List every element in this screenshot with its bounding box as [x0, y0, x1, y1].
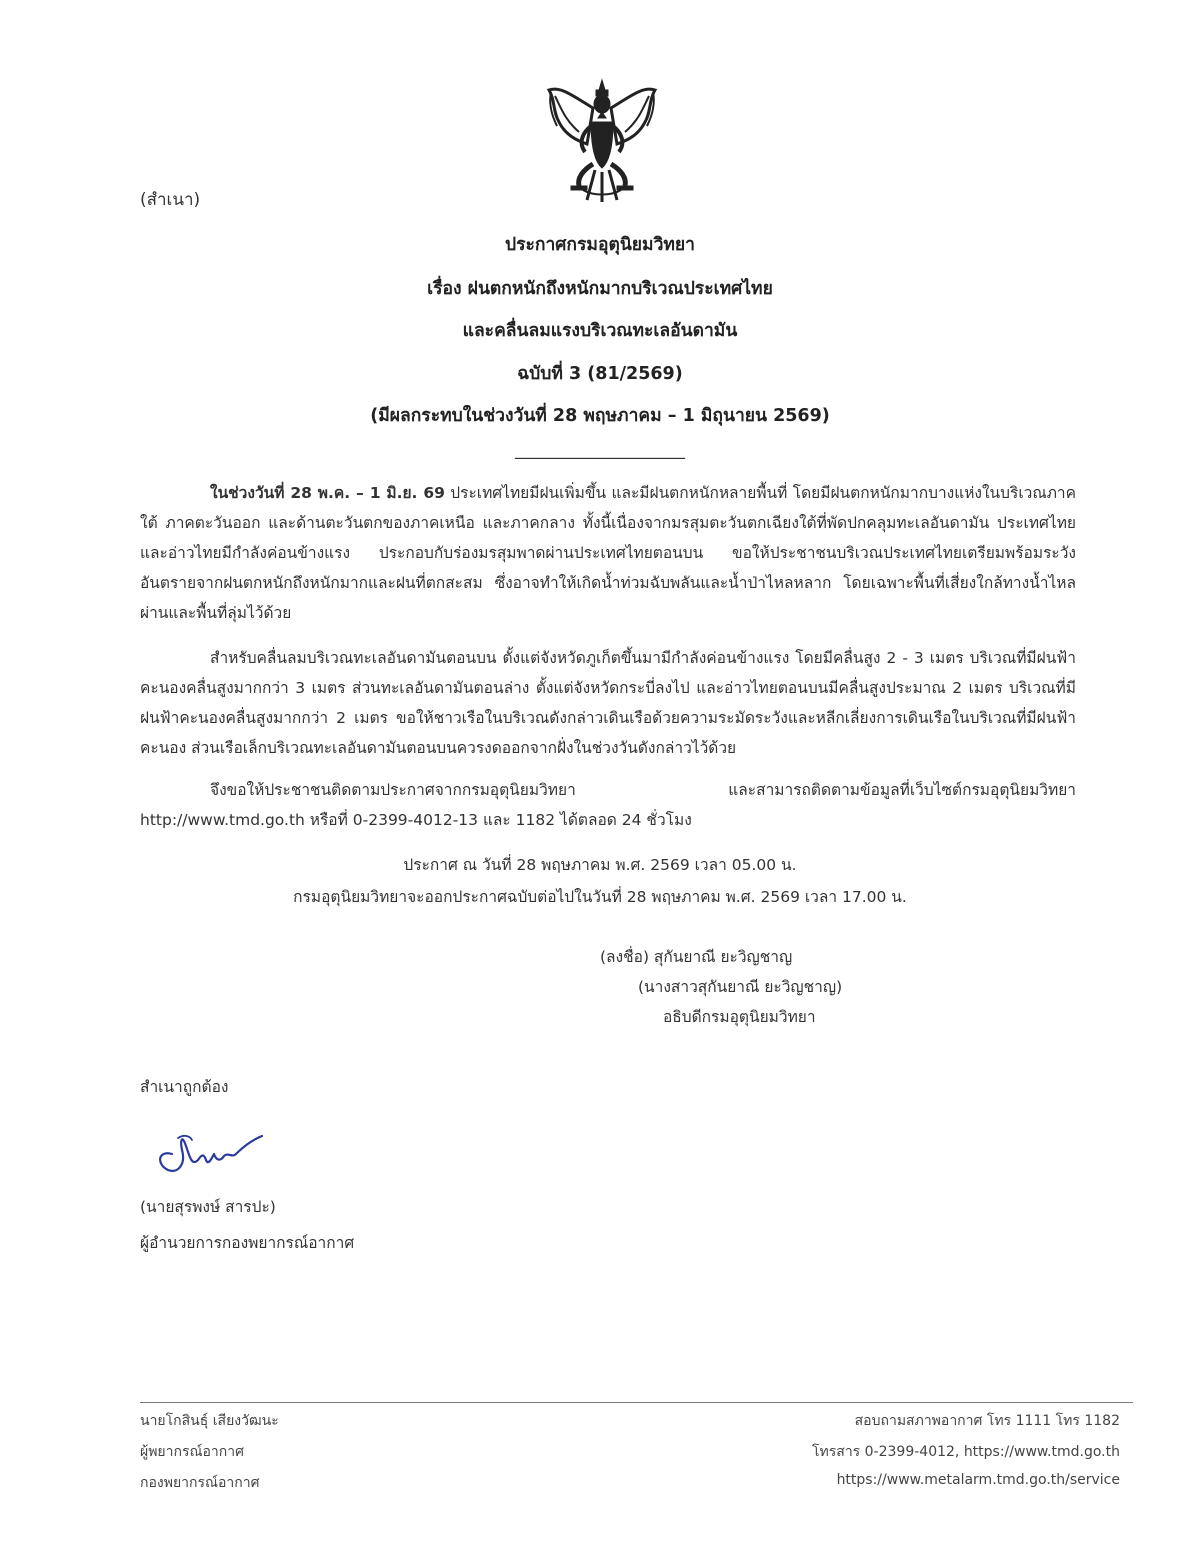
document-subject: เรื่อง ฝนตกหนักถึงหนักมากบริเวณประเทศไทย: [427, 279, 773, 299]
copy-mark: (สำเนา): [140, 190, 201, 210]
title-separator: ____________________: [515, 440, 685, 460]
footer-forecaster-title: ผู้พยากรณ์อากาศ: [140, 1444, 244, 1460]
paragraph-rain-text: ประเทศไทยมีฝนเพิ่มขึ้น และมีฝนตกหนักหลายพื้นที่ โดยมีฝนตกหนักมากบางแห่งในบริเวณภาคใต้ ภาคตะวันออก และด้านตะวันตกของภาคเหนือ และภาคกลาง ทั้งนี้เนื่องจากมรสุมตะวันตกเฉียงใต้ที่พัดปกคลุมทะเลอันดามัน ประเทศไทย และอ่าวไทยมีกำลังค่อนข้างแรง ประกอบกับร่องมรสุมพาดผ่านประเทศไทยตอนบน ขอให้ประชาชนบริเวณประเทศไทยเตรียมพร้อมระวังอันตรายจากฝนตกหนักถึงหนักมากและฝนที่ตกสะสม ซึ่งอาจทำให้เกิดน้ำท่วมฉับพลันและน้ำป่าไหลหลาก โดยเฉพาะพื้นที่เสี่ยงใกล้ทางน้ำไหลผ่านและพื้นที่ลุ่มไว้ด้วย: [140, 484, 1076, 622]
footer-weather-hotline: สอบถามสภาพอากาศ โทร 1111 โทร 1182: [854, 1413, 1120, 1429]
signatory-position: อธิบดีกรมอุตุนิยมวิทยา: [663, 1008, 816, 1026]
paragraph-follow-updates: จึงขอให้ประชาชนติดตามประกาศจากกรมอุตุนิยมวิทยา และสามารถติดตามข้อมูลที่เว็บไซต์กรมอุตุนิยมวิทยา http://www.tmd.go.th หรือที่ 0-2399-4012-13 และ 1182 ได้ตลอด 24 ชั่วโมง: [140, 781, 1076, 829]
document-subject-continued: และคลื่นลมแรงบริเวณทะเลอันดามัน: [462, 321, 738, 341]
footer-forecaster-name: นายโกสินธุ์ เสียงวัฒนะ: [140, 1413, 279, 1429]
signatory-full-name: (นางสาวสุกันยาณี ยะวิญชาญ): [638, 978, 843, 996]
certifier-position: ผู้อำนวยการกองพยากรณ์อากาศ: [140, 1234, 355, 1252]
paragraph-lead-period: ในช่วงวันที่ 28 พ.ค. – 1 มิ.ย. 69: [210, 484, 445, 502]
footer-fax-website: โทรสาร 0-2399-4012, https://www.tmd.go.th: [812, 1444, 1120, 1460]
paragraph-rain-forecast: [140, 478, 1076, 628]
handwritten-signature-icon: [152, 1124, 267, 1182]
paragraph-wave-warning: สำหรับคลื่นลมบริเวณทะเลอันดามันตอนบน ตั้งแต่จังหวัดภูเก็ตขึ้นมามีกำลังค่อนข้างแรง โดยมีคลื่นสูง 2 - 3 เมตร บริเวณที่มีฝนฟ้าคะนองคลื่นสูงมากกว่า 3 เมตร ส่วนทะเลอันดามันตอนล่าง ตั้งแต่จังหวัดกระบี่ลงไป และอ่าวไทยตอนบนมีคลื่นสูงประมาณ 2 เมตร บริเวณที่มีฝนฟ้าคะนองคลื่นสูงมากกว่า 2 เมตร ขอให้ชาวเรือในบริเวณดังกล่าวเดินเรือด้วยความระมัดระวังและหลีกเลี่ยงการเดินเรือในบริเวณที่มีฝนฟ้าคะนอง ส่วนเรือเล็กบริเวณทะเลอันดามันตอนบนควรงดออกจากฝั่งในช่วงวันดังกล่าวไว้ด้วย: [140, 649, 1076, 757]
effective-period: (มีผลกระทบในช่วงวันที่ 28 พฤษภาคม – 1 มิถุนายน 2569): [370, 406, 830, 426]
document-title: ประกาศกรมอุตุนิยมวิทยา: [504, 235, 696, 255]
issue-number: ฉบับที่ 3 (81/2569): [517, 364, 683, 384]
footer-divider: [140, 1402, 1133, 1403]
certifier-name: (นายสุรพงษ์ สารปะ): [140, 1198, 276, 1216]
signed-line: (ลงชื่อ) สุกันยาณี ยะวิญชาญ: [600, 948, 793, 966]
footer-metalarm-link: https://www.metalarm.tmd.go.th/service: [836, 1472, 1120, 1488]
garuda-emblem-icon: [543, 78, 661, 202]
footer-forecaster-division: กองพยากรณ์อากาศ: [140, 1475, 260, 1491]
next-announcement: กรมอุตุนิยมวิทยาจะออกประกาศฉบับต่อไปในวันที่ 28 พฤษภาคม พ.ศ. 2569 เวลา 17.00 น.: [293, 888, 907, 906]
announcement-date: ประกาศ ณ วันที่ 28 พฤษภาคม พ.ศ. 2569 เวลา 05.00 น.: [403, 856, 797, 874]
certified-copy-label: สำเนาถูกต้อง: [140, 1078, 229, 1096]
